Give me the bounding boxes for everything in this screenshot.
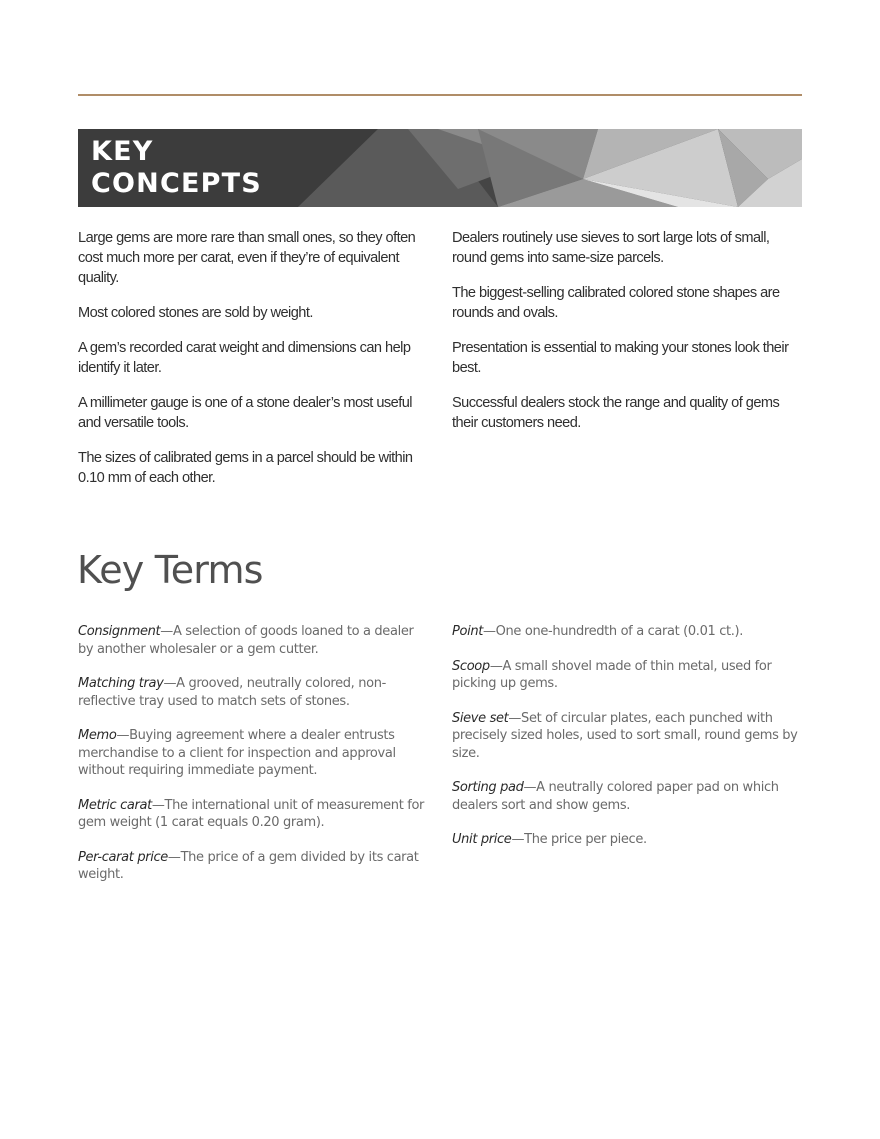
key-terms-heading: Key Terms bbox=[77, 548, 263, 592]
term-entry bbox=[452, 779, 804, 814]
term-name: Per-carat price bbox=[78, 849, 168, 865]
term-name: Matching tray bbox=[78, 676, 164, 691]
key-concepts-section bbox=[78, 228, 804, 503]
term-entry bbox=[78, 849, 430, 884]
term-name: Consignment bbox=[78, 624, 161, 639]
term-entry bbox=[78, 727, 430, 780]
term-name: Metric carat bbox=[78, 797, 152, 813]
term-definition: —The international unit of measurement for gem weight (1 carat equals 0.20 gram). bbox=[78, 797, 425, 830]
term-definition: —The price of a gem divided by its carat weight. bbox=[78, 849, 419, 882]
banner-title-line-1: KEY bbox=[91, 136, 154, 167]
term-definition: —Set of circular plates, each punched with precisely sized holes, used to sort small, round gems by size. bbox=[452, 710, 798, 761]
term-definition: —A selection of goods loaned to a dealer by another wholesaler or a gem cutter. bbox=[78, 624, 414, 657]
term-definition: —One one-hundredth of a carat (0.01 ct.). bbox=[483, 624, 744, 639]
key-terms-section bbox=[78, 623, 804, 901]
key-concepts-title bbox=[91, 136, 262, 200]
concept-item: Presentation is essential to making your stones look their best. bbox=[452, 340, 789, 376]
term-definition: —Buying agreement where a dealer entrusts merchandise to a client for inspection and approval without requiring immediate payment. bbox=[78, 728, 396, 778]
key-concepts-banner bbox=[78, 129, 802, 207]
concept-item: Large gems are more rare than small ones, so they often cost much more per carat, even if they’re of equivalent quality. bbox=[78, 230, 416, 286]
concept-item: A millimeter gauge is one of a stone dealer’s most useful and versatile tools. bbox=[78, 395, 412, 431]
concept-item: Dealers routinely use sieves to sort large lots of small, round gems into same-size parcels. bbox=[452, 230, 770, 266]
term-entry bbox=[78, 797, 430, 832]
concept-item: Successful dealers stock the range and quality of gems their customers need. bbox=[452, 395, 780, 431]
banner-title-line-2: CONCEPTS bbox=[91, 168, 262, 199]
term-name: Scoop bbox=[452, 658, 490, 674]
key-terms-left-column bbox=[78, 623, 430, 901]
term-name: Sieve set bbox=[452, 710, 509, 726]
term-definition: —A neutrally colored paper pad on which dealers sort and show gems. bbox=[452, 780, 779, 813]
concept-item: Most colored stones are sold by weight. bbox=[78, 305, 313, 321]
term-name: Sorting pad bbox=[452, 780, 524, 795]
term-entry bbox=[78, 623, 430, 658]
term-entry bbox=[452, 623, 804, 641]
concept-item: A gem’s recorded carat weight and dimensions can help identify it later. bbox=[78, 340, 411, 376]
term-entry bbox=[452, 658, 804, 693]
term-entry bbox=[78, 675, 430, 710]
key-concepts-left-column bbox=[78, 228, 430, 503]
concept-item: The sizes of calibrated gems in a parcel should be within 0.10 mm of each other. bbox=[78, 450, 413, 486]
term-name: Point bbox=[452, 624, 483, 639]
term-definition: —A small shovel made of thin metal, used for picking up gems. bbox=[452, 658, 772, 691]
term-entry bbox=[452, 831, 804, 849]
key-terms-right-column bbox=[452, 623, 804, 901]
term-name: Unit price bbox=[452, 832, 512, 847]
term-entry bbox=[452, 710, 804, 763]
concept-item: The biggest-selling calibrated colored stone shapes are rounds and ovals. bbox=[452, 285, 780, 321]
term-definition: —The price per piece. bbox=[511, 832, 647, 847]
key-concepts-right-column bbox=[452, 228, 804, 503]
term-name: Memo bbox=[78, 728, 117, 743]
top-divider-rule bbox=[78, 94, 802, 96]
term-definition: —A grooved, neutrally colored, non-reflective tray used to match sets of stones. bbox=[78, 676, 386, 709]
